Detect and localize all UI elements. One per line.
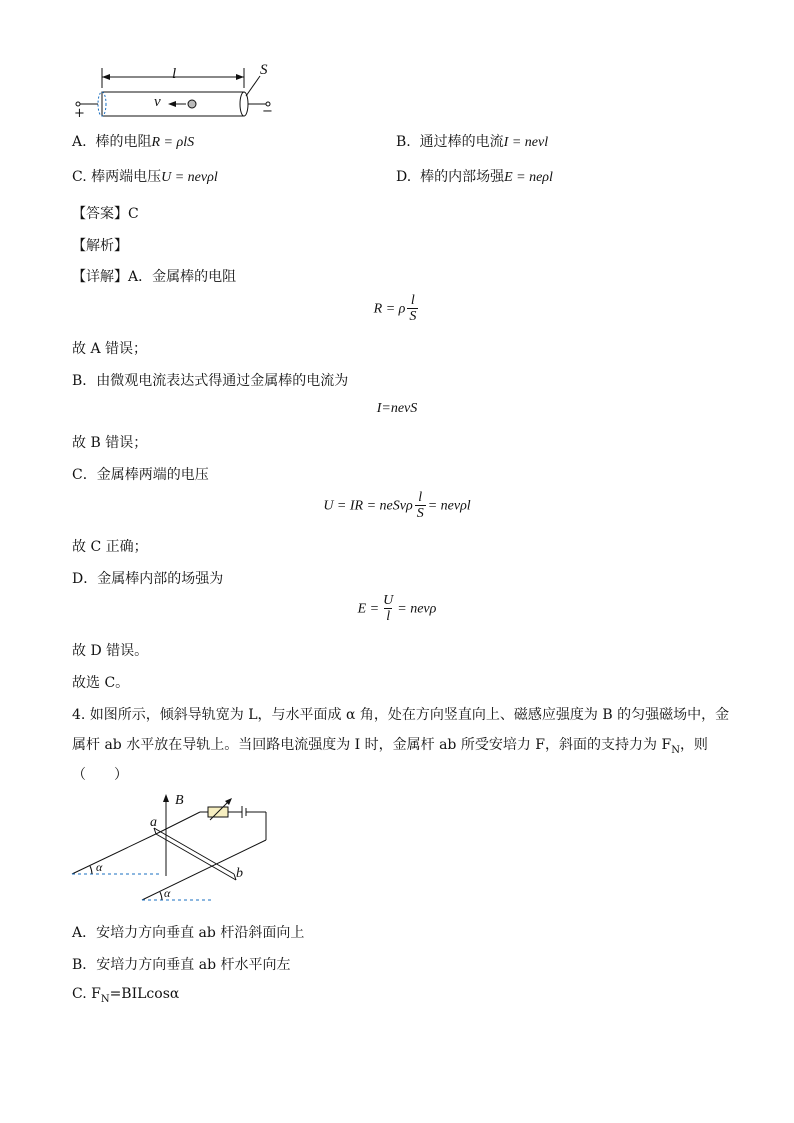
equation-resistance: R = ρ $\frac{l}{S}$ (373, 293, 417, 324)
point-a-label: a (150, 815, 157, 830)
alpha-label-1: α (96, 860, 103, 874)
velocity-label: v (154, 94, 161, 110)
minus-terminal: − (262, 104, 273, 119)
equation-current: I=nevS (376, 401, 418, 416)
option-b: B. 通过棒的电流I = nevl (396, 134, 549, 150)
alpha-label-2: α (164, 886, 171, 900)
q4-option-a: A．安培力方向垂直 ab 杆沿斜面向上 (72, 925, 305, 941)
rod-figure (70, 60, 290, 130)
q4-line2: 属杆 ab 水平放在导轨上。当回路电流强度为 I 时，金属杆 ab 所受安培力 F，斜面的支持力为 $F_N$，则 (72, 737, 708, 756)
analysis-tag: 【解析】 (72, 238, 128, 254)
q4-paren: （ ） (72, 767, 128, 783)
equation-field: E = $\frac{U}{l}$ = nevρ (357, 593, 437, 624)
d-wrong: 故 D 错误。 (72, 643, 149, 659)
c-intro: C．金属棒两端的电压 (72, 467, 209, 483)
choose-line: 故选 C。 (72, 675, 130, 691)
answer-line: 【答案】C (72, 206, 139, 222)
d-intro: D．金属棒内部的场强为 (72, 571, 224, 587)
q4-option-b: B．安培力方向垂直 ab 杆水平向左 (72, 957, 291, 973)
area-label: S (260, 62, 268, 78)
c-right: 故 C 正确； (72, 539, 148, 555)
a-wrong: 故 A 错误； (72, 341, 148, 357)
field-b-label: B (175, 793, 184, 808)
option-d: D. 棒的内部场强E = neρl (396, 169, 553, 185)
b-intro: B．由微观电流表达式得通过金属棒的电流为 (72, 373, 349, 389)
plus-terminal: + (74, 106, 85, 121)
q4-line1: 4. 如图所示，倾斜导轨宽为 L，与水平面成 α 角，处在方向竖直向上、磁感应强度为 B 的匀强磁场中，金 (72, 707, 730, 723)
q4-option-c: C. $F_N=BILcos\alpha$ (72, 986, 180, 1005)
point-b-label: b (236, 866, 243, 881)
option-a: A. 棒的电阻R = ρlS (72, 134, 195, 150)
option-c: C. 棒两端电压U = nevρl (72, 169, 218, 185)
length-label: l (172, 66, 177, 82)
detail-intro: 【详解】A．金属棒的电阻 (72, 269, 237, 285)
b-wrong: 故 B 错误； (72, 435, 148, 451)
equation-voltage: U = IR = neSvρ $\frac{l}{S}$ = nevρl (323, 490, 471, 521)
